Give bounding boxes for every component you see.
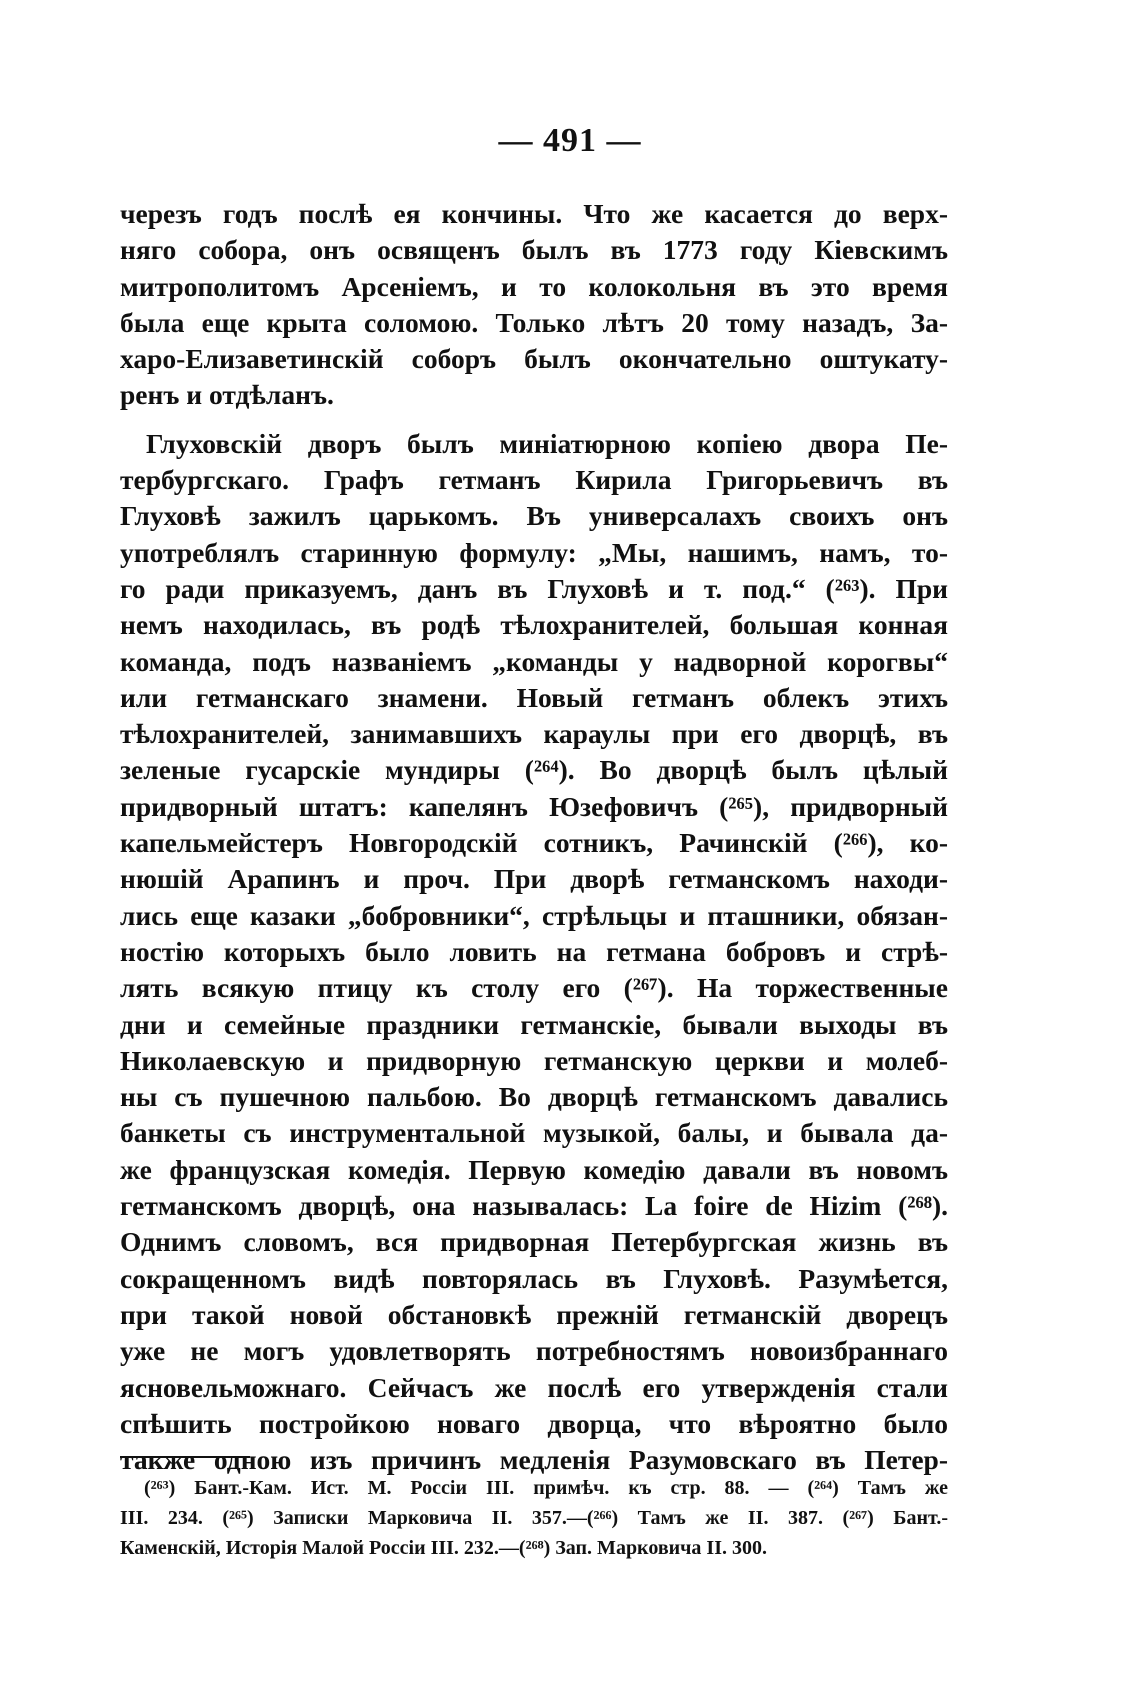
text-line: го ради приказуемъ, данъ въ Глуховѣ и т. под.“ (²⁶³). При: [120, 572, 948, 604]
text-line: митрополитомъ Арсеніемъ, и то колокольня въ это время: [120, 270, 948, 302]
text-line: спѣшить постройкою новаго дворца, что вѣроятно было: [120, 1407, 948, 1439]
text-line: лять всякую птицу къ столу его (²⁶⁷). На торжественные: [120, 972, 948, 1004]
text-line: уже не могъ удовлетворять потребностямъ новоизбраннаго: [120, 1335, 948, 1367]
text-line: придворный штатъ: капелянъ Юзефовичъ (²⁶⁵), придворный: [120, 790, 948, 822]
text-line: тѣлохранителей, занимавшихъ караулы при его дворцѣ, въ: [120, 718, 948, 750]
text-line: гетманскомъ дворцѣ, она называлась: La foire de Hizim (²⁶⁸).: [120, 1190, 948, 1222]
footnote-divider: [120, 1456, 250, 1458]
text-line: нюшій Арапинъ и проч. При дворѣ гетманскомъ находи-: [120, 863, 948, 895]
text-line: же французская комедія. Первую комедію давали въ новомъ: [120, 1153, 948, 1185]
text-line: черезъ годъ послѣ ея кончины. Что же касается до верх-: [120, 198, 948, 229]
footnote-line: Каменскій, Исторія Малой Россіи III. 232.—(²⁶⁸) Зап. Марковича II. 300.: [120, 1537, 767, 1559]
text-line: ностію которыхъ было ловить на гетмана бобровъ и стрѣ-: [120, 935, 948, 967]
text-line: ренъ и отдѣланъ.: [120, 379, 334, 411]
text-line: Глуховѣ зажилъ царькомъ. Въ универсалахъ своихъ онъ: [120, 500, 948, 532]
text-line: банкеты съ инструментальной музыкой, балы, и бывала да-: [120, 1117, 948, 1149]
text-line: ны съ пушечною пальбою. Во дворцѣ гетманскомъ давались: [120, 1081, 948, 1113]
footnote-line: III. 234. (²⁶⁵) Записки Марковича II. 357.—(²⁶⁶) Тамъ же II. 387. (²⁶⁷) Бант.-: [120, 1507, 948, 1529]
text-line: ясновельможнаго. Сейчасъ же послѣ его утвержденія стали: [120, 1371, 948, 1403]
main-text: [120, 196, 948, 1478]
text-line: Николаевскую и придворную гетманскую церкви и молеб-: [120, 1044, 948, 1076]
footnotes: [120, 1473, 948, 1563]
text-line: капельмейстеръ Новгородскій сотникъ, Рачинскій (²⁶⁶), ко-: [120, 827, 948, 859]
text-line: или гетманскаго знамени. Новый гетманъ облекъ этихъ: [120, 681, 948, 713]
text-line: сокращенномъ видѣ повторялась въ Глуховѣ. Разумѣется,: [120, 1262, 948, 1294]
text-line: при такой новой обстановкѣ прежній гетманскій дворецъ: [120, 1298, 948, 1330]
page-number: — 491 —: [498, 122, 642, 159]
text-line: лись еще казаки „бобровники“, стрѣльцы и пташники, обязан-: [120, 899, 948, 931]
text-line: также одною изъ причинъ медленія Разумовскаго въ Петер-: [120, 1444, 948, 1476]
paragraph-gap: [120, 414, 948, 426]
text-line: харо-Елизаветинскій соборъ былъ окончательно оштукату-: [120, 343, 948, 375]
text-line: няго собора, онъ освященъ былъ въ 1773 году Кіевскимъ: [120, 234, 948, 266]
text-line: команда, подъ названіемъ „команды у надворной корогвы“: [120, 645, 948, 677]
text-line: зеленые гусарскіе мундиры (²⁶⁴). Во дворцѣ былъ цѣлый: [120, 754, 948, 786]
text-line: тербургскаго. Графъ гетманъ Кирила Григорьевичъ въ: [120, 464, 948, 496]
text-line: была еще крыта соломою. Только лѣтъ 20 тому назадъ, За-: [120, 306, 948, 338]
text-line: употреблялъ старинную формулу: „Мы, нашимъ, намъ, то-: [120, 536, 948, 568]
text-line: Глуховскій дворъ былъ миніатюрною копіею двора Пе-: [146, 427, 948, 459]
text-line: дни и семейные праздники гетманскіе, бывали выходы въ: [120, 1008, 948, 1040]
text-line: Однимъ словомъ, вся придворная Петербургская жизнь въ: [120, 1226, 948, 1258]
footnote-line: (²⁶³) Бант.-Кам. Ист. М. Россіи III. примѣч. къ стр. 88. — (²⁶⁴) Тамъ же: [144, 1477, 948, 1499]
text-line: немъ находилась, въ родѣ тѣлохранителей, большая конная: [120, 609, 948, 641]
